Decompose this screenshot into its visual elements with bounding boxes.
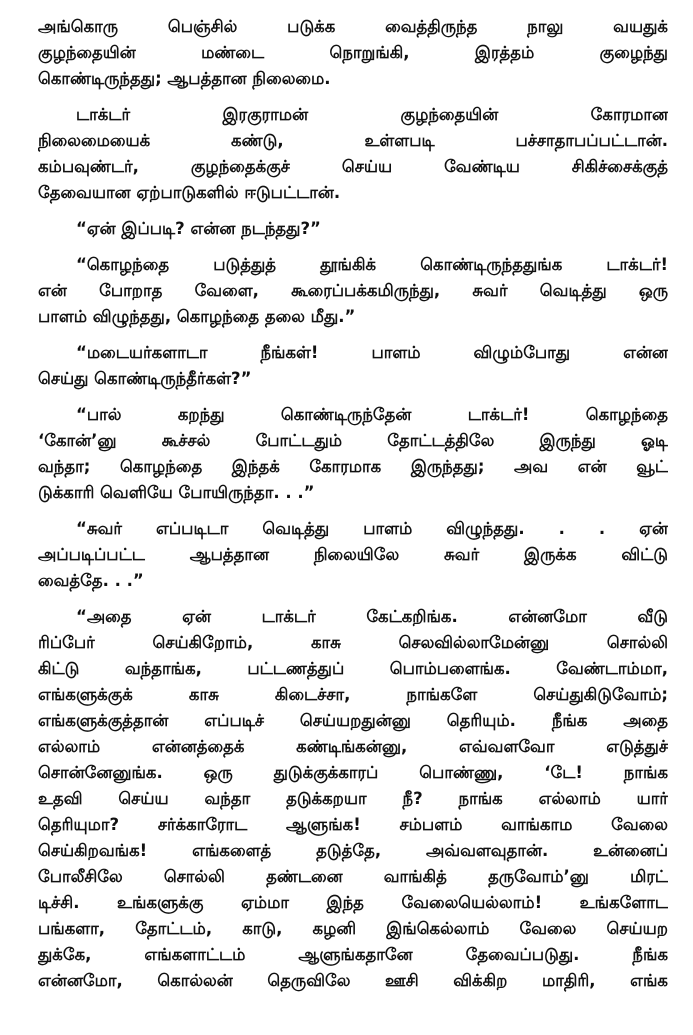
text-line: தெரியுமா? சர்க்காரோட ஆளுங்க! சம்பளம் வாங்காம வேலை (38, 815, 668, 834)
text-line: நிலைமையைக் கண்டு, உள்ளபடி பச்சாதாபப்பட்டான். (38, 131, 668, 150)
text-line: உதவி செய்ய வந்தா தடுக்கறயா நீ? நாங்க எல்லாம் யார் (38, 789, 668, 808)
text-line: எங்களுக்குக் காசு கிடைச்சா, நாங்களே செய்துகிடுவோம்; (38, 685, 668, 704)
text-line: செய்து கொண்டிருந்தீர்கள்?” (38, 369, 252, 388)
paragraph-gap (38, 242, 668, 252)
text-line: எல்லாம் என்னத்தைக் கண்டிங்கன்னு, எவ்வளவோ எடுத்துச் (38, 737, 668, 756)
paragraph (38, 340, 668, 392)
paragraph (38, 402, 668, 506)
text-line: என் போறாத வேளை, கூரைப்பக்கமிருந்து, சுவர் வெடித்து ஒரு (38, 281, 668, 300)
text-line: கொண்டிருந்தது; ஆபத்தான நிலைமை. (38, 69, 331, 88)
paragraph-gap (38, 392, 668, 402)
text-line: டிச்சி. உங்களுக்கு ஏம்மா இந்த வேலையெல்லாம்! உங்களோட (38, 893, 668, 912)
text-line: தேவையான ஏற்பாடுகளில் ஈடுபட்டான். (38, 183, 341, 202)
text-line: அப்படிப்பட்ட ஆபத்தான நிலையிலே சுவர் இருக்க விட்டு (38, 545, 668, 564)
text-line: செய்கிறவங்க! எங்களைத் தடுத்தே, அவ்வளவுதான். உன்னைப் (38, 841, 668, 860)
text-line: துக்கே, எங்களாட்டம் ஆளுங்கதானே தேவைப்படுது. நீங்க (38, 945, 668, 964)
text-line: “ஏன் இப்படி? என்ன நடந்தது?” (76, 219, 321, 238)
paragraph-gap (38, 206, 668, 216)
text-line: “சுவர் எப்படிடா வெடித்து பாளம் விழுந்தது. . . ஏன் (76, 519, 668, 538)
paragraph (38, 216, 668, 242)
text-line: எங்களுக்குத்தான் எப்படிச் செய்யறதுன்னு தெரியும். நீங்க அதை (38, 711, 668, 730)
paragraph-gap (38, 330, 668, 340)
book-page (38, 14, 668, 994)
text-line: டுக்காரி வெளியே போயிருந்தா. . .” (38, 483, 315, 502)
paragraph (38, 604, 668, 994)
text-line: டாக்டர் இரகுராமன் குழந்தையின் கோரமான (76, 105, 668, 124)
paragraph (38, 14, 668, 92)
text-line: வைத்தே. . .” (38, 571, 144, 590)
text-line: என்னமோ, கொல்லன் தெருவிலே ஊசி விக்கிற மாதிரி, எங்க (38, 971, 668, 990)
text-line: குழந்தையின் மண்டை நொறுங்கி, இரத்தம் குழைந்து (38, 43, 668, 62)
text-line: “மடையர்களாடா நீங்கள்! பாளம் விழும்போது என்ன (76, 343, 668, 362)
text-line: “பால் கறந்து கொண்டிருந்தேன் டாக்டர்! கொழந்தை (76, 405, 668, 424)
text-line: ‘கோன்’னு கூச்சல் போட்டதும் தோட்டத்திலே இருந்து ஓடி (38, 431, 668, 450)
text-line: அங்கொரு பெஞ்சில் படுக்க வைத்திருந்த நாலு வயதுக் (38, 17, 668, 36)
text-line: பாளம் விழுந்தது, கொழந்தை தலை மீது.” (38, 307, 356, 326)
text-line: “அதை ஏன் டாக்டர் கேட்கறிங்க. என்னமோ வீடு (76, 607, 668, 626)
text-line: “கொழந்தை படுத்துத் தூங்கிக் கொண்டிருந்ததுங்க டாக்டர்! (76, 255, 668, 274)
text-line: வந்தா; கொழந்தை இந்தக் கோரமாக இருந்தது; அவ என் வூட் (38, 457, 668, 476)
paragraph (38, 102, 668, 206)
text-line: ரிப்பேர் செய்கிறோம், காசு செலவில்லாமேன்னு சொல்லி (38, 633, 668, 652)
text-line: போலீசிலே சொல்லி தண்டனை வாங்கித் தருவோம்’னு மிரட் (38, 867, 668, 886)
text-line: கிட்டு வந்தாங்க, பட்டணத்துப் பொம்பளைங்க. வேண்டாம்மா, (38, 659, 668, 678)
paragraph (38, 516, 668, 594)
paragraph-gap (38, 594, 668, 604)
paragraph-gap (38, 92, 668, 102)
text-line: பங்களா, தோட்டம், காடு, கழனி இங்கெல்லாம் வேலை செய்யற (38, 919, 668, 938)
text-line: சொன்னேனுங்க. ஒரு துடுக்குக்காரப் பொண்ணு, ‘டே! நாங்க (38, 763, 668, 782)
paragraph (38, 252, 668, 330)
text-line: கம்பவுண்டர், குழந்தைக்குச் செய்ய வேண்டிய சிகிச்சைக்குத் (38, 157, 668, 176)
paragraph-gap (38, 506, 668, 516)
